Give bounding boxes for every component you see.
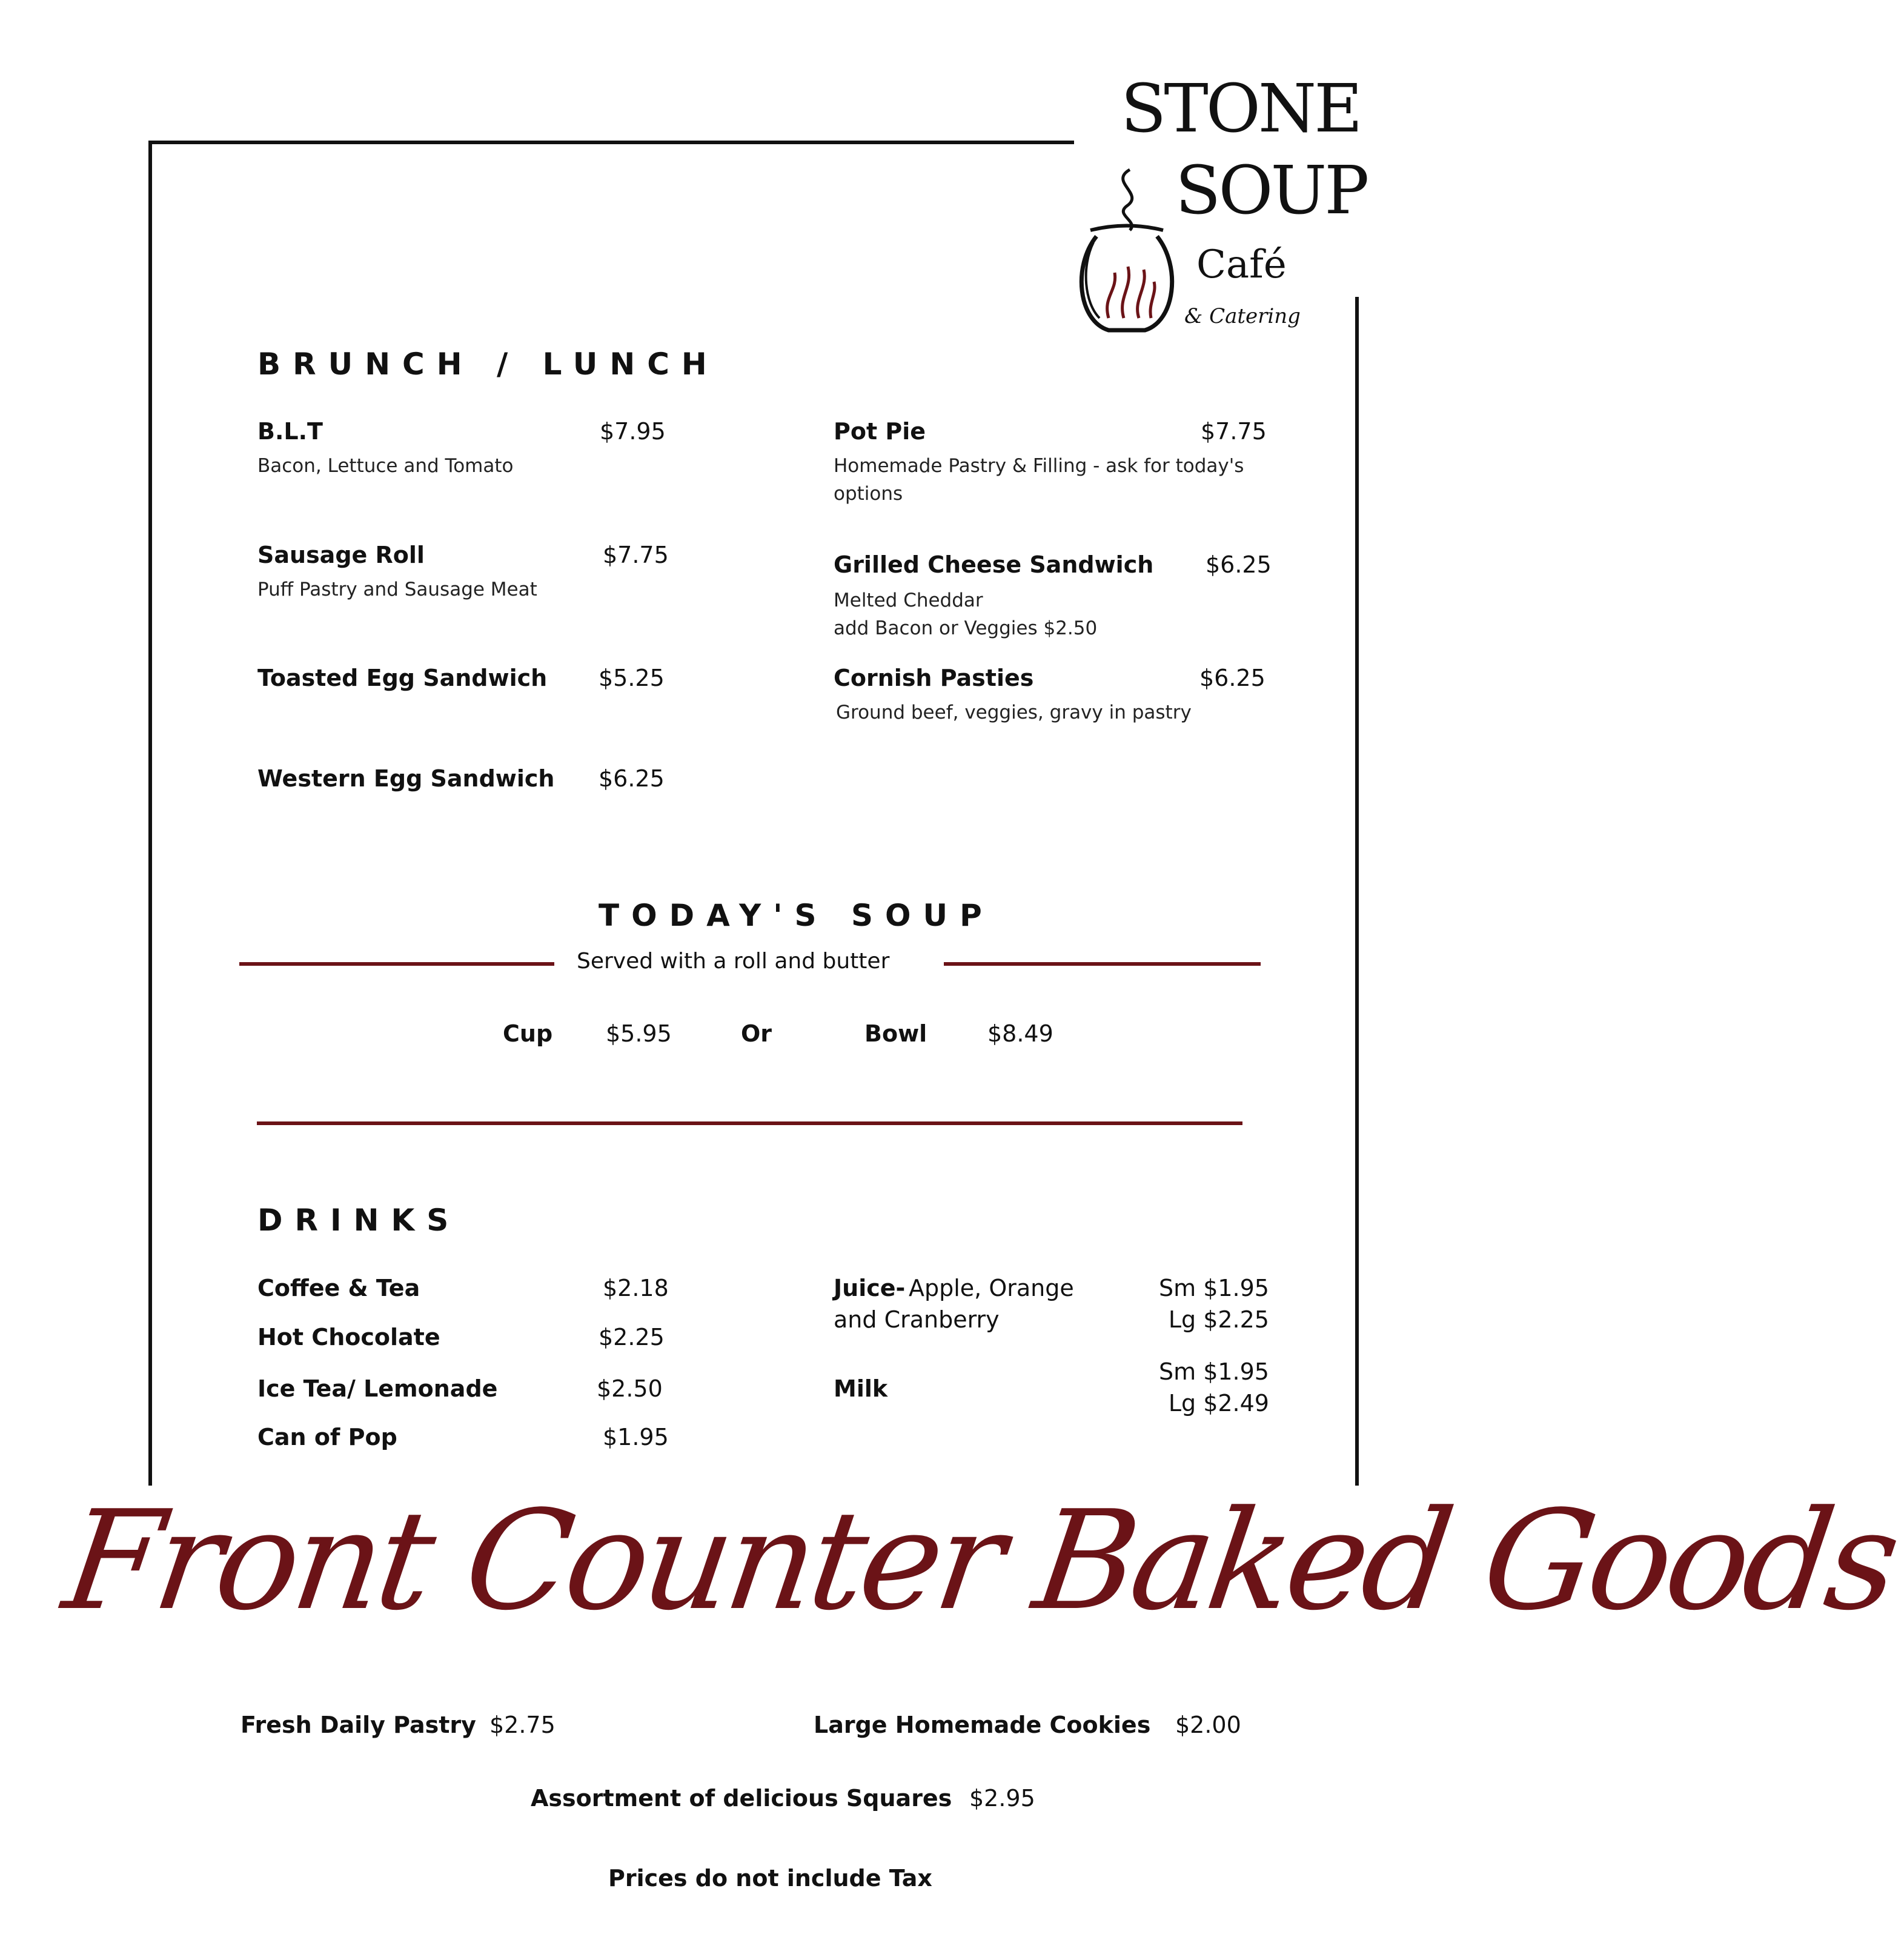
- drink-name: Coffee & Tea: [257, 1275, 420, 1301]
- menu-item-name: Grilled Cheese Sandwich: [834, 551, 1154, 578]
- milk-name: Milk: [834, 1375, 888, 1402]
- baked-item-name: Assortment of delicious Squares: [531, 1785, 952, 1812]
- menu-item-price: $6.25: [1199, 665, 1265, 691]
- juice-desc: Apple, Orange: [909, 1275, 1074, 1301]
- menu-item-name: Sausage Roll: [257, 542, 425, 568]
- baked-item-price: $2.95: [969, 1785, 1035, 1812]
- brunch-lunch-title: BRUNCH / LUNCH: [257, 347, 719, 382]
- soup-cup-label: Cup: [503, 1020, 553, 1047]
- soup-bowl-price: $8.49: [987, 1020, 1053, 1047]
- menu-item-price: $7.75: [1201, 418, 1267, 445]
- drink-name: Ice Tea/ Lemonade: [257, 1375, 498, 1402]
- menu-item-name: Toasted Egg Sandwich: [257, 665, 548, 691]
- baked-item-name: Large Homemade Cookies: [814, 1712, 1151, 1738]
- menu-item-description: Bacon, Lettuce and Tomato: [257, 455, 514, 477]
- drink-price: $1.95: [603, 1424, 669, 1450]
- menu-item-price: $6.25: [599, 765, 665, 792]
- menu-item-price: $6.25: [1206, 551, 1272, 578]
- juice-large-price: Lg $2.25: [1168, 1306, 1269, 1333]
- menu-item-description: Homemade Pastry & Filling - ask for today's options: [834, 455, 1244, 505]
- drink-price: $2.25: [599, 1324, 665, 1350]
- logo-cafe: Café: [1196, 242, 1287, 287]
- juice-desc: and Cranberry: [834, 1306, 1000, 1333]
- soup-rule-right: [944, 962, 1261, 966]
- drink-name: Hot Chocolate: [257, 1324, 440, 1350]
- milk-large-price: Lg $2.49: [1168, 1390, 1269, 1417]
- menu-item-description: Melted Cheddar: [834, 590, 983, 611]
- tax-note: Prices do not include Tax: [608, 1865, 932, 1892]
- juice-name: Juice-: [834, 1275, 906, 1301]
- drink-price: $2.18: [603, 1275, 669, 1301]
- soup-bottom-rule: [257, 1121, 1242, 1125]
- soup-or-label: Or: [741, 1020, 772, 1047]
- drink-price: $2.50: [597, 1375, 663, 1402]
- soup-subtitle: Served with a roll and butter: [577, 949, 890, 974]
- soup-rule-left: [239, 962, 554, 966]
- soup-pot-icon: [1072, 164, 1181, 345]
- milk-small-price: Sm $1.95: [1158, 1358, 1269, 1385]
- soup-cup-price: $5.95: [606, 1020, 672, 1047]
- menu-item-name: B.L.T: [257, 418, 323, 445]
- menu-item-name: Cornish Pasties: [834, 665, 1034, 691]
- baked-item-price: $2.00: [1175, 1712, 1241, 1738]
- menu-item-price: $7.95: [600, 418, 666, 445]
- menu-item-price: $7.75: [603, 542, 669, 568]
- menu-item-name: Western Egg Sandwich: [257, 765, 555, 792]
- menu-item-description: add Bacon or Veggies $2.50: [834, 617, 1098, 639]
- drinks-title: DRINKS: [257, 1203, 461, 1238]
- frame-left-line: [148, 141, 152, 1486]
- menu-item-description: Puff Pastry and Sausage Meat: [257, 579, 537, 600]
- frame-top-line: [148, 141, 1074, 144]
- baked-goods-title: Front Counter Baked Goods: [55, 1481, 1904, 1641]
- soup-bowl-label: Bowl: [864, 1020, 927, 1047]
- logo-soup: SOUP: [1175, 151, 1367, 229]
- juice-small-price: Sm $1.95: [1158, 1275, 1269, 1301]
- logo-stone: STONE: [1121, 70, 1361, 147]
- drink-name: Can of Pop: [257, 1424, 397, 1450]
- menu-item-description: Ground beef, veggies, gravy in pastry: [836, 702, 1192, 723]
- menu-item-name: Pot Pie: [834, 418, 926, 445]
- todays-soup-title: TODAY'S SOUP: [599, 898, 994, 933]
- logo-catering: & Catering: [1184, 304, 1301, 328]
- menu-item-price: $5.25: [599, 665, 665, 691]
- baked-item-name: Fresh Daily Pastry: [240, 1712, 476, 1738]
- frame-right-line: [1355, 297, 1359, 1486]
- baked-item-price: $2.75: [489, 1712, 556, 1738]
